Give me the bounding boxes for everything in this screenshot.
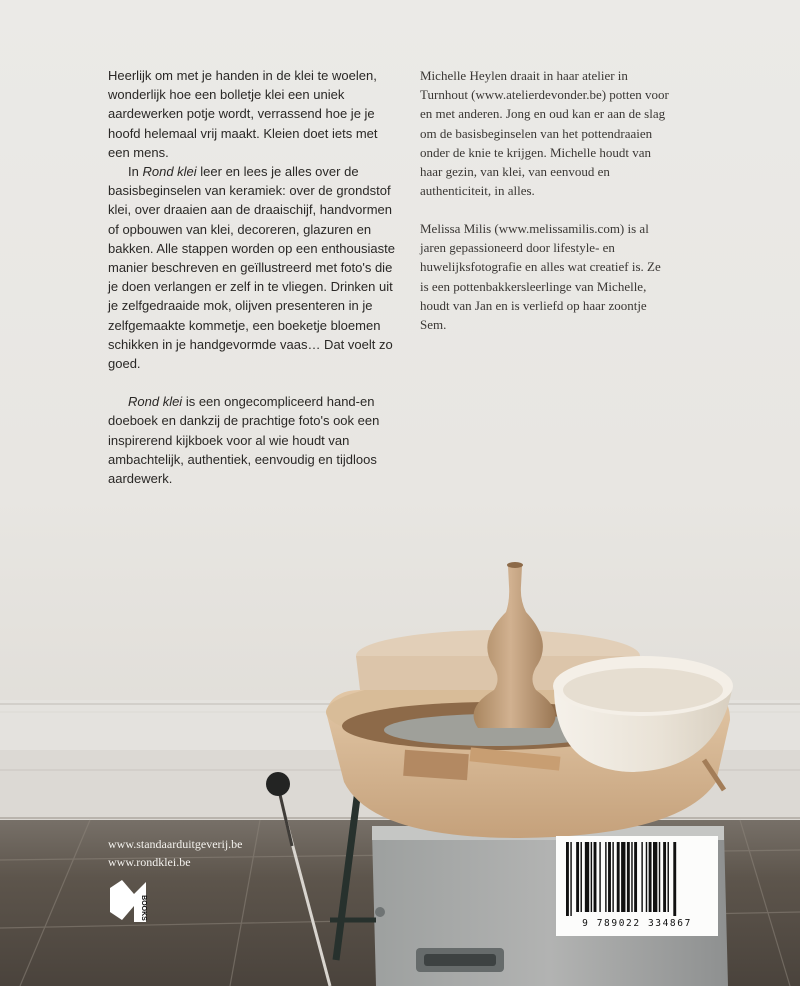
barcode-bar: [599, 842, 600, 912]
barcode-bar: [621, 842, 625, 912]
book-title-inline: Rond klei: [142, 164, 197, 180]
barcode-bar: [570, 842, 571, 916]
barcode-bar: [673, 842, 676, 916]
blurb-paragraph: [108, 392, 400, 488]
barcode-bar: [591, 842, 592, 912]
blurb-text: In: [128, 164, 143, 180]
website-links: [108, 836, 243, 871]
barcode-bar: [608, 842, 611, 912]
barcode-bar: [594, 842, 597, 912]
blurb-paragraph: [108, 162, 400, 373]
publisher-url[interactable]: www.standaarduitgeverij.be: [108, 837, 243, 851]
barcode-bar: [653, 842, 657, 912]
logo-text: BOOKS: [140, 895, 147, 921]
blurb-text: is een ongecompliceerd hand-en doeboek en dankzij de prachtige foto's ook een inspirerend kijkboek voor al wie houdt van ambachtelijk, authentiek, eenvoudig en tijdloos aardewerk.: [108, 394, 380, 487]
barcode-bar: [585, 842, 589, 912]
barcode-bar: [605, 842, 606, 912]
book-blurb: [108, 66, 400, 488]
m-books-logo-icon: [108, 878, 154, 928]
barcode-bar: [566, 842, 569, 916]
isbn-number: 9 789022 334867: [582, 918, 692, 929]
barcode-bar: [631, 842, 632, 912]
author-bio-michelle: Michelle Heylen draait in haar atelier in Turnhout (www.atelierdevonder.be) potten voor en met anderen. Jong en oud kan er aan de slag om de basisbeginselen van het pottendraaien onder de knie te krijgen. Michelle houdt van haar gezin, van klei, van eenvoud en authenticiteit, in alles.: [420, 68, 669, 199]
barcode-bars: [566, 842, 708, 916]
barcode-bar: [627, 842, 630, 912]
barcode-bar: [617, 842, 620, 912]
photographer-bio-melissa: Melissa Milis (www.melissamilis.com) is al jaren gepassioneerd door lifestyle- en huwelijksfotografie en alles wat creatief is. Ze is een pottenbakkersleerlinge van Michelle, houdt van Jan en is verliefd op haar zoontje Sem.: [420, 221, 661, 333]
blurb-text: leer en lees je alles over de basisbeginselen van keramiek: over de grondstof klei, over draaien aan de draaischijf, handvormen of opbouwen van klei, decoreren, glazuren en bakken. Alle stappen worden op een enthousiaste manier beschreven en geïllustreerd met foto's die je doen verlangen er zelf in te vliegen. Drinken uit je zelfgedraaide mok, olijven presenteren in je zelfgemaakte kommetje, een boeketje bloemen schikken in je handgevormde vaas… Dat voelt zo goed.: [108, 164, 395, 372]
barcode-bar: [634, 842, 637, 912]
barcode-bar: [659, 842, 660, 912]
book-title-inline: Rond klei: [128, 394, 183, 410]
book-url[interactable]: www.rondklei.be: [108, 854, 191, 869]
barcode-bar: [576, 842, 579, 912]
isbn-barcode: [556, 836, 718, 936]
barcode-bar: [646, 842, 647, 912]
barcode-bar: [612, 842, 613, 912]
barcode-bar: [641, 842, 642, 912]
barcode-bar: [581, 842, 582, 912]
blurb-paragraph: Heerlijk om met je handen in de klei te woelen, wonderlijk hoe een bolletje klei een uniek aardewerken potje wordt, verrassend hoe je je hoofd helemaal vrij maakt. Kleien doet iets met een mens.: [108, 68, 378, 160]
barcode-bar: [668, 842, 669, 912]
barcode-bar: [649, 842, 652, 912]
barcode-bar: [663, 842, 666, 912]
